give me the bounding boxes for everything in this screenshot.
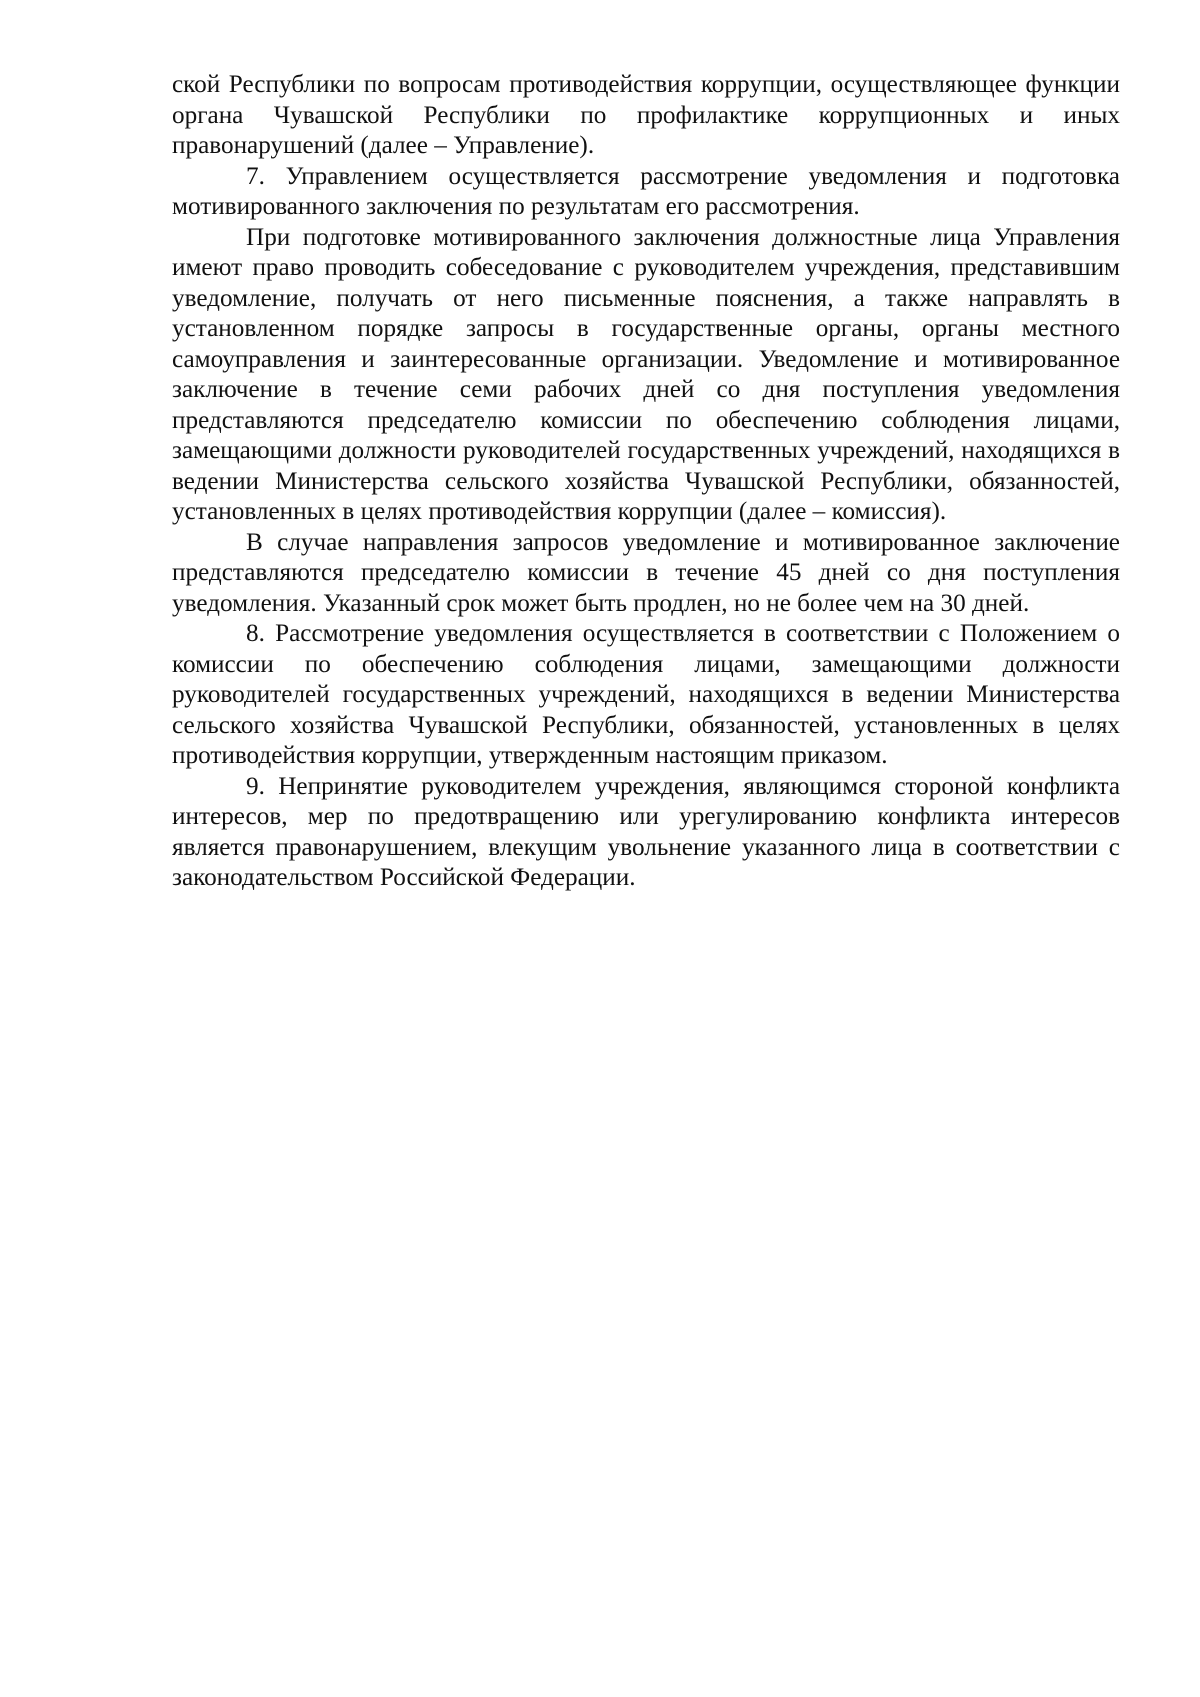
paragraph-item-7-requests: В случае направления запросов уведомление и мотивированное заключение представляются председателю комиссии в течение 45 дней со дня поступления уведомления. Указанный срок может быть продлен, но не более чем на 30 дней.: [172, 528, 1120, 617]
paragraph-item-7-preparation: При подготовке мотивированного заключения должностные лица Управления имеют право проводить собеседование с руководителем учреждения, представившим уведомление, получать от него письменные пояснения, а также направлять в установленном порядке запросы в государственные органы, органы местного самоуправления и заинтересованные организации. Уведомление и мотивированное заключение в течение семи рабочих дней со дня поступления уведомления представляются председателю комиссии по обеспечению соблюдения лицами, замещающими должности руководителей государственных учреждений, находящихся в ведении Министерства сельского хозяйства Чувашской Республики, обязанностей, установленных в целях противодействия коррупции (далее – комиссия).: [172, 223, 1120, 525]
paragraph-item-8: 8. Рассмотрение уведомления осуществляется в соответствии с Положением о комиссии по обеспечению соблюдения лицами, замещающими должности руководителей государственных учреждений, находящихся в ведении Министерства сельского хозяйства Чувашской Республики, обязанностей, установленных в целях противодействия коррупции, утвержденным настоящим приказом.: [172, 620, 1120, 769]
document-page: [172, 70, 1120, 894]
paragraph-item-9: 9. Непринятие руководителем учреждения, являющимся стороной конфликта интересов, мер по предотвращению или урегулированию конфликта интересов является правонарушением, влекущим увольнение указанного лица в соответствии с законодательством Российской Федерации.: [172, 772, 1120, 891]
paragraph-item-7: 7. Управлением осуществляется рассмотрение уведомления и подготовка мотивированного заключения по результатам его рассмотрения.: [172, 162, 1120, 220]
paragraph-continuation: ской Республики по вопросам противодействия коррупции, осуществляющее функции органа Чувашской Республики по профилактике коррупционных и иных правонарушений (далее – Управление).: [172, 71, 1120, 159]
